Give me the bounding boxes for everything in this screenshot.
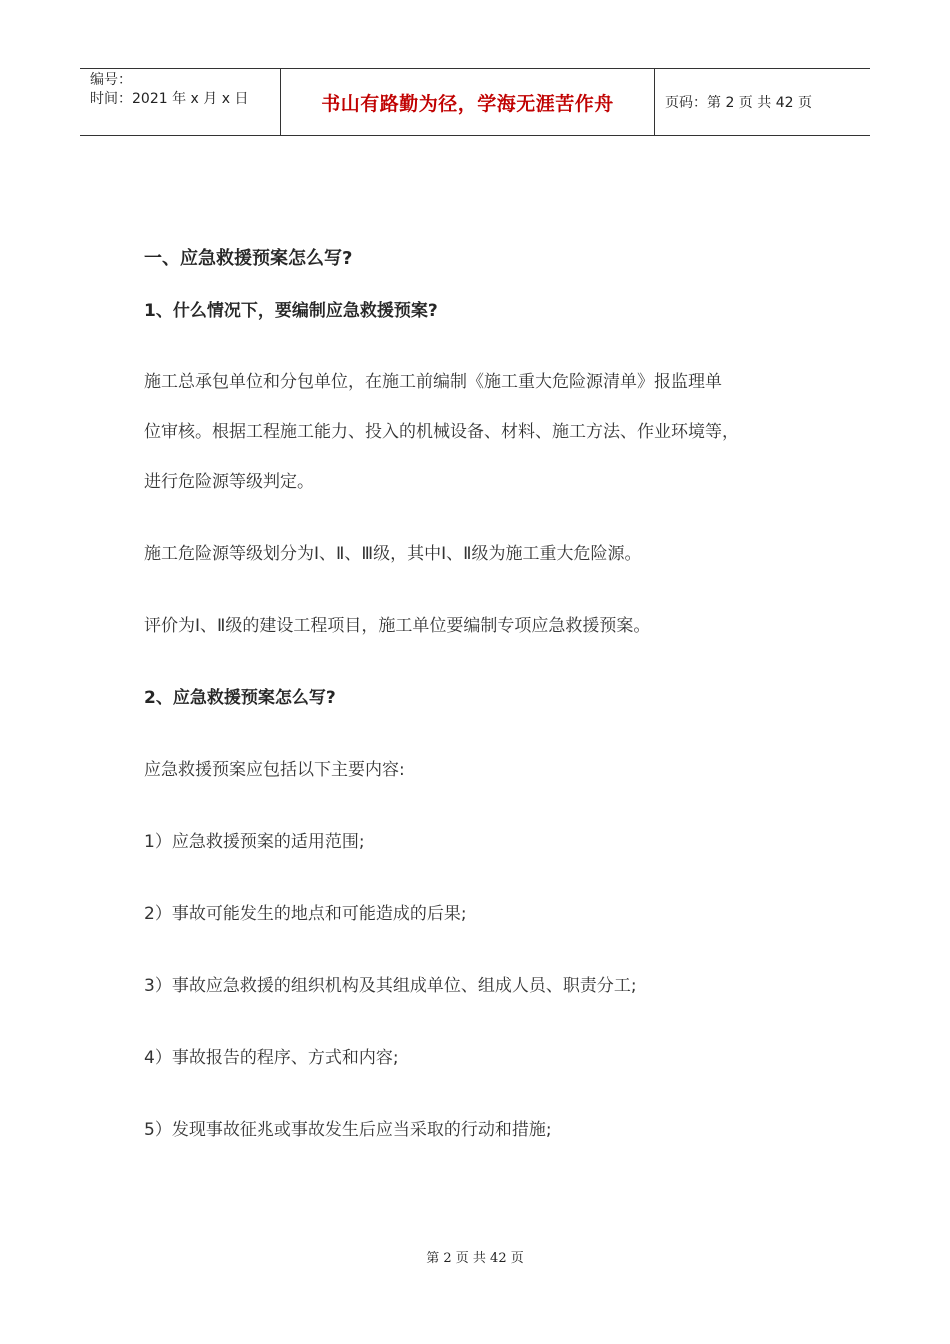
list-item: 5）发现事故征兆或事故发生后应当采取的行动和措施;	[144, 1120, 552, 1140]
time-label: 时间：2021 年 x 月 x 日	[90, 91, 249, 107]
question-1-title: 1、什么情况下，要编制应急救援预案?	[144, 301, 438, 321]
list-item: 4）事故报告的程序、方式和内容;	[144, 1048, 399, 1068]
list-item: 2）事故可能发生的地点和可能造成的后果;	[144, 904, 467, 924]
header-motto: 书山有路勤为径，学海无涯苦作舟	[281, 69, 655, 135]
list-item: 3）事故应急救援的组织机构及其组成单位、组成人员、职责分工;	[144, 976, 637, 996]
paragraph-4: 应急救援预案应包括以下主要内容:	[144, 760, 405, 780]
header-page-info: 页码：第 2 页 共 42 页	[665, 95, 812, 111]
paragraph-3: 评价为Ⅰ、Ⅱ级的建设工程项目，施工单位要编制专项应急救援预案。	[144, 616, 651, 636]
paragraph-1-line-2: 位审核。根据工程施工能力、投入的机械设备、材料、施工方法、作业环境等，	[144, 422, 739, 442]
question-2-title: 2、应急救援预案怎么写?	[144, 688, 336, 708]
paragraph-2: 施工危险源等级划分为Ⅰ、Ⅱ、Ⅲ级，其中Ⅰ、Ⅱ级为施工重大危险源。	[144, 544, 642, 564]
list-item: 1）应急救援预案的适用范围;	[144, 832, 365, 852]
header-meta	[80, 69, 281, 135]
paragraph-1-line-3: 进行危险源等级判定。	[144, 472, 314, 492]
paragraph-1-line-1: 施工总承包单位和分包单位，在施工前编制《施工重大危险源清单》报监理单	[144, 372, 722, 392]
document-header	[80, 68, 870, 136]
section-title: 一、应急救援预案怎么写?	[144, 248, 353, 269]
number-label: 编号：	[90, 72, 132, 88]
page-footer: 第 2 页 共 42 页	[426, 1251, 524, 1266]
